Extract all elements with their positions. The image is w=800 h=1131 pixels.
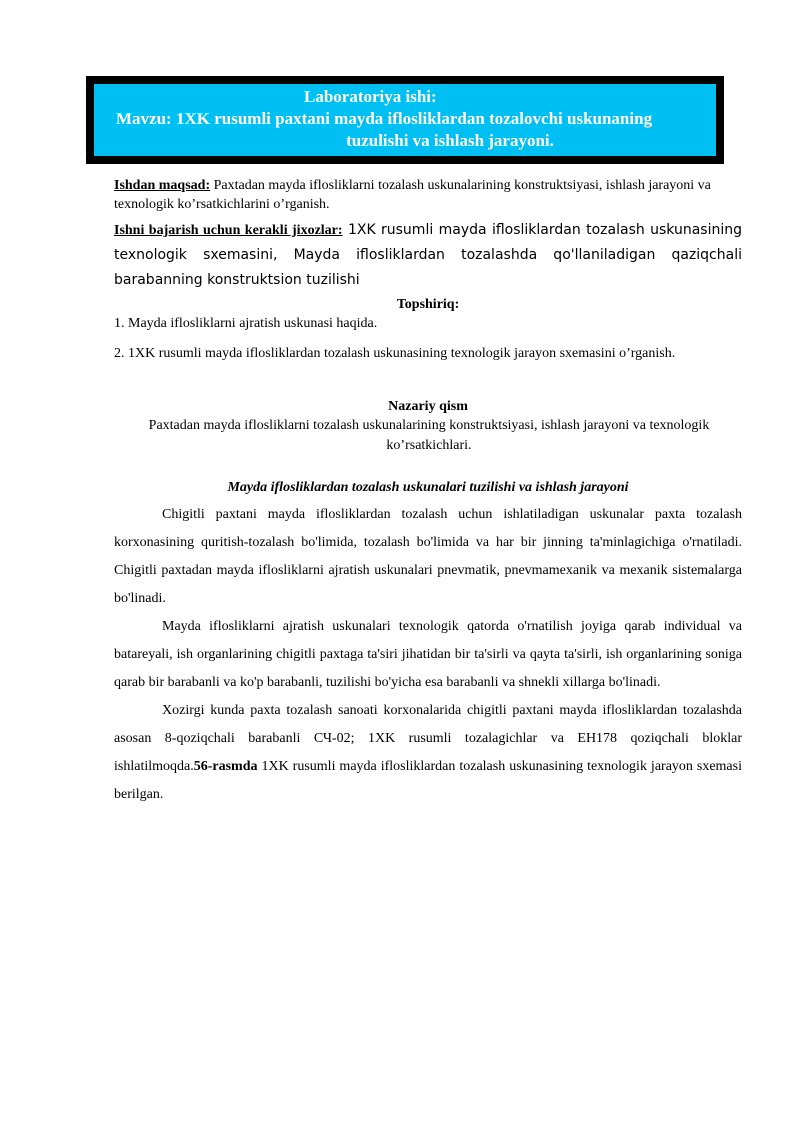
goal-section [114, 176, 742, 214]
topic-line: Mavzu: 1XK rusumli paxtani mayda iflosliklardan tozalovchi uskunaning [116, 109, 653, 128]
task-heading: Topshiriq: [396, 297, 460, 312]
tools-label: Ishni bajarish uchun kerakli jixozlar: [114, 223, 343, 238]
section-title: Mayda iflosliklardan tozalash uskunalari tuzilishi va ishlash jarayoni [227, 480, 629, 495]
tools-section [114, 218, 742, 293]
goal-label: Ishdan maqsad: [114, 178, 211, 193]
theory-subtitle: Paxtadan mayda iflosliklarni tozalash uskunalarining konstruktsiyasi, ishlash jarayoni va texnologik ko’rsatkichlari. [148, 418, 710, 453]
body-text [114, 501, 742, 809]
paragraph-1: Chigitli paxtani mayda iflosliklardan tozalash uchun ishlatiladigan uskunalar paxta tozalash korxonasining quritish-tozalash bo'limida, tozalash bo'limida va har bir jinning ta'minlagichiga o'rnatiladi. Chigitli paxtadan mayda iflosliklarni ajratish uskunalari pnevmatik, pnevmamexanik va mexanik sistemalarga bo'linadi. [114, 507, 742, 606]
topic-line-cont: tuzulishi va ishlash jarayoni. [346, 131, 554, 150]
figure-reference: 56-rasmda [193, 759, 258, 774]
goal-text: Paxtadan mayda iflosliklarni tozalash uskunalarining konstruktsiyasi, ishlash jarayoni va texnologik ko’rsatkichlarini o’rganish. [114, 178, 711, 212]
lab-title: Laboratoriya ishi: [304, 87, 437, 106]
paragraph-3-end: 1XK rusumli mayda iflosliklardan tozalash uskunasining texnologik jarayon sxemasi berilgan. [114, 759, 742, 802]
paragraph-3 [114, 697, 742, 809]
tools-text: 1XK rusumli mayda iflosliklardan tozalash uskunasining texnologik sxemasini, Mayda iflosliklardan tozalashda qo'llaniladigan qaziqchali barabanning konstruktsion tuzilishi [114, 222, 742, 288]
paragraph-2: Mayda iflosliklarni ajratish uskunalari texnologik qatorda o'rnatilish joyiga qarab individual va batareyali, ish organlarining chigitli paxtaga ta'siri jihatidan bir ta'sirli va qayta ta'sirli, ish organlarining soniga qarab bir barabanli va ko'p barabanli, tuzilishi bo'yicha esa barabanli va shnekli xillarga bo'linadi. [114, 619, 742, 690]
task-item-2: 2. 1XK rusumli mayda iflosliklardan tozalash uskunasining texnologik jarayon sxemasini o’rganish. [114, 346, 676, 361]
paragraph-3-text: Xozirgi kunda paxta tozalash sanoati korxonalarida chigitli paxtani mayda iflosliklardan tozalashda asosan 8-qoziqchali barabanli СЧ-02; 1XK rusumli tozalagichlar va EH178 qoziqchali bloklar ishlatilmoqda. [114, 703, 742, 774]
theory-heading: Nazariy qism [388, 399, 468, 414]
title-box-inner [94, 84, 716, 156]
title-box [86, 76, 724, 164]
task-item-1: 1. Mayda iflosliklarni ajratish uskunasi haqida. [114, 316, 378, 331]
